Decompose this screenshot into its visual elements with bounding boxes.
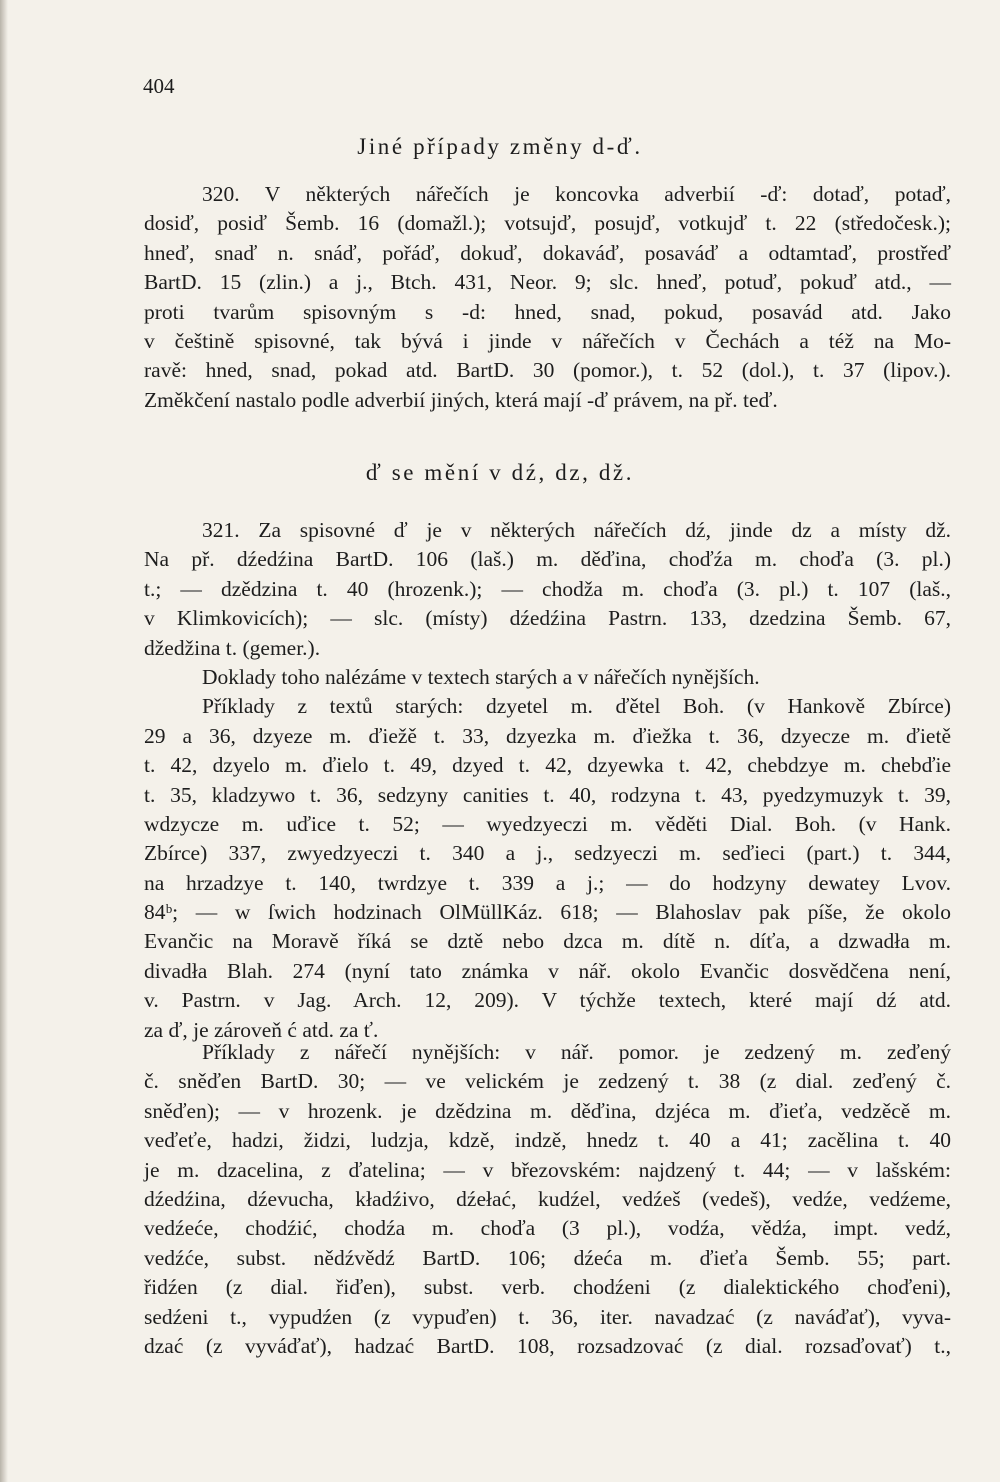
text-line: Zbírce) 337, zwyedzyeczi t. 340 a j., sedzyeczi m. seďieci (part.) t. 344, — [144, 841, 951, 866]
text-line: na hrzadzye t. 140, twrdzye t. 339 a j.; — do hodzyny dewatey Lvov. — [144, 870, 951, 895]
text-line: Příklady z nářečí nynějších: v nář. pomor. je zedzený m. zeďený — [202, 1040, 951, 1064]
text-line: sedźeni t., vypudźen (z vypuďen) t. 36, iter. navadzać (z naváďať), vyva- — [144, 1304, 951, 1329]
text-line: Doklady toho nalézáme v textech starých a v nářečích nynějších. — [202, 664, 760, 689]
paragraph-320 — [144, 180, 951, 415]
text-line: dzać (z vyváďať), hadzać BartD. 108, rozsadzovać (z dial. rozsaďovať) t., — [144, 1333, 951, 1358]
text-line: t. 42, dzyelo m. ďielo t. 49, dzyed t. 42, dzyewka t. 42, chebdzye m. chebďie — [144, 753, 951, 778]
section-heading-d-change: Jiné případy změny d-ď. — [357, 134, 643, 159]
section-heading-d-dz: ď se mění v dź, dz, dž. — [365, 460, 635, 485]
text-line: v Klimkovicích); — slc. (místy) dźedźina Pastrn. 133, dzedzina Šemb. 67, — [144, 606, 951, 631]
page-edge-shadow — [0, 0, 8, 1482]
text-line: dźedźina, dźevucha, kładźivo, dźełać, kudźel, vedźeš (vedeš), vedźe, vedźeme, — [144, 1186, 951, 1211]
text-line: dosiď, posiď Šemb. 16 (domažl.); votsujď, posujď, votkujď t. 22 (středočesk.); — [144, 211, 951, 236]
text-line: Příklady z textů starých: dzyetel m. ďětel Boh. (v Hankově Zbírce) — [202, 694, 951, 719]
text-line: v češtině spisovné, tak bývá i jinde v nářečích v Čechách a též na Mo- — [144, 328, 951, 353]
paragraph-dialect-examples — [144, 1038, 951, 1361]
text-line: vedźće, subst. nědźvědź BartD. 106; dźeća m. ďieťa Šemb. 55; part. — [144, 1245, 951, 1270]
text-line: BartD. 15 (zlin.) a j., Btch. 431, Neor. 9; slc. hneď, potuď, pokuď atd., — — [144, 270, 951, 295]
text-line: džedžina t. (gemer.). — [144, 635, 321, 660]
text-line: 320. V některých nářečích je koncovka adverbií -ď: dotaď, potaď, — [202, 182, 951, 206]
text-line: t.; — dzědzina t. 40 (hrozenk.); — chodža m. choďa (3. pl.) t. 107 (laš., — [144, 576, 951, 601]
paragraph-321 — [144, 516, 951, 1045]
text-line: č. sněďen BartD. 30; — ve velickém je zedzený t. 38 (z dial. zeďený č. — [144, 1069, 951, 1094]
text-line: sněďen); — v hrozenk. je dzědzina m. děďina, dzjéca m. ďieťa, vedzěcě m. — [144, 1098, 951, 1123]
text-line: Evančic na Moravě říká se dztě nebo dzca m. dítě n. díťa, a dzwadła m. — [144, 929, 951, 954]
text-line: 321. Za spisovné ď je v některých nářečích dź, jinde dz a místy dž. — [202, 518, 951, 542]
text-line: ravě: hned, snad, pokad atd. BartD. 30 (pomor.), t. 52 (dol.), t. 37 (lipov.). — [144, 358, 951, 383]
text-line: za ď, je zároveň ć atd. za ť. — [144, 1017, 379, 1042]
text-line: hneď, snaď n. snáď, pořáď, dokuď, dokaváď, posaváď a odtamtaď, prostřeď — [144, 240, 951, 265]
text-line: Změkčení nastalo podle adverbií jiných, která mají -ď právem, na př. teď. — [144, 387, 778, 412]
text-line: řidźen (z dial. řiďen), subst. verb. chodźeni (z dialektického choďeni), — [144, 1275, 951, 1300]
text-line: vedźeće, chodźić, chodźa m. choďa (3 pl.), vodźa, vědźa, impt. vedź, — [144, 1216, 951, 1241]
text-line: v. Pastrn. v Jag. Arch. 12, 209). V týchže textech, které mají dź atd. — [144, 988, 951, 1013]
text-line: 29 a 36, dzyeze m. ďiežě t. 33, dzyezka m. ďiežka t. 36, dzyecze m. ďietě — [144, 723, 951, 748]
text-line: veďeťe, hadzi, židzi, ludzja, kdzě, indzě, hnedz t. 40 a 41; zacělina t. 40 — [144, 1128, 951, 1153]
text-line: Na př. dźedźina BartD. 106 (laš.) m. děďina, choďźa m. choďa (3. pl.) — [144, 547, 951, 572]
text-line: je m. dzacelina, z ďatelina; — v březovském: najdzený t. 44; — v lašském: — [144, 1157, 951, 1182]
text-line: proti tvarům spisovným s -d: hned, snad, pokud, posavád atd. Jako — [144, 299, 951, 324]
page-number: 404 — [143, 74, 175, 98]
text-line: t. 35, kladzywo t. 36, sedzyny canities t. 40, rodzyna t. 43, pyedzymuzyk t. 39, — [144, 782, 951, 807]
text-line: wdzycze m. uďice t. 52; — wyedzyeczi m. věděti Dial. Boh. (v Hank. — [144, 811, 951, 836]
text-line: 84ᵇ; — w ſwich hodzinach OlMüllKáz. 618; — Blahoslav pak píše, že okolo — [144, 900, 951, 925]
text-line: divadła Blah. 274 (nyní tato známka v nář. okolo Evančic dosvědčena není, — [144, 958, 951, 983]
